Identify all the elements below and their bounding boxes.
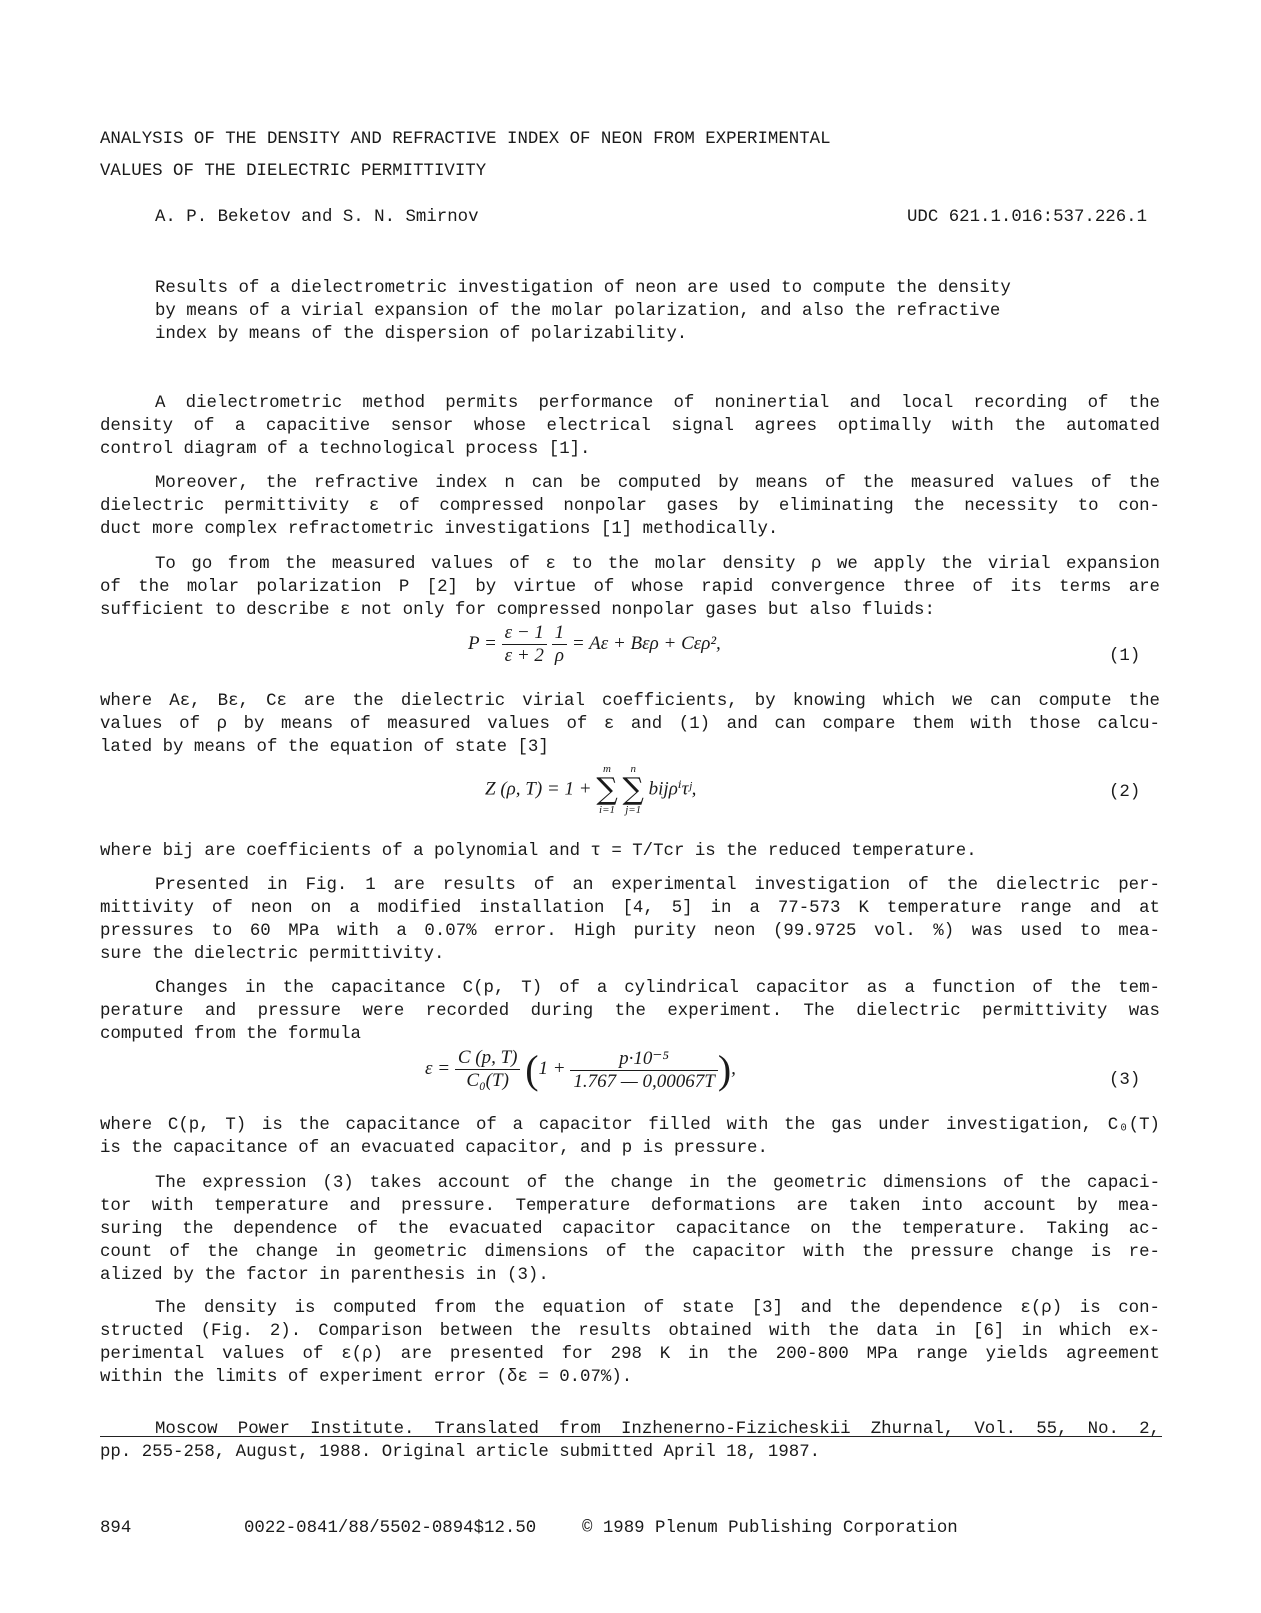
text-line: duct more complex refractometric investigations [1] methodically.: [100, 520, 779, 539]
text-line: count of the change in geometric dimensions of the capacitor with the pressure change is re-: [100, 1243, 1160, 1262]
right-paren-icon: ): [717, 1047, 732, 1092]
eq1-fraction-1: [502, 622, 547, 667]
sigma-icon: ∑: [622, 772, 644, 807]
left-paren-icon: (: [525, 1047, 539, 1092]
eq2-sum-j: [622, 764, 643, 816]
equation-3-number: (3): [1109, 1071, 1141, 1090]
equation-3: [425, 1046, 736, 1093]
text-line: lated by means of the equation of state [3]: [100, 738, 549, 757]
text-line: tor with temperature and pressure. Temperature deformations are taken into account by mea-: [100, 1197, 1160, 1216]
text-line: pressures to 60 MPa with a 0.07% error. High purity neon (99.9725 vol. %) was used to mea-: [100, 922, 1160, 941]
eq1-rhs: = Aε + Bερ + Cερ²,: [571, 632, 721, 654]
eq2-sum-i-lower: i=1: [599, 804, 616, 816]
eq3-denominator-1: C₀(T): [466, 1070, 509, 1091]
eq1-numerator-2: 1: [552, 622, 568, 645]
text-line: A dielectrometric method permits performance of noninertial and local recording of the: [155, 394, 1160, 413]
text-line: control diagram of a technological process [1].: [100, 440, 591, 459]
udc-code: UDC 621.1.016:537.226.1: [907, 208, 1148, 227]
eq3-numerator-2: p·10⁻⁵: [570, 1047, 717, 1071]
equation-2-number: (2): [1109, 783, 1141, 802]
eq1-numerator-1: ε − 1: [502, 622, 547, 645]
text-line: alized by the factor in parenthesis in (3).: [100, 1266, 549, 1285]
text-line: values of ρ by means of measured values of ε and (1) and can compare them with those calcu-: [100, 715, 1160, 734]
eq3-denominator-2: 1.767 — 0,00067T: [573, 1070, 715, 1092]
eq2-sum-j-upper: n: [630, 763, 636, 775]
equation-1-number: (1): [1109, 647, 1141, 666]
text-line: suring the dependence of the evacuated capacitor capacitance on the temperature. Taking ac-: [100, 1220, 1160, 1239]
footnote-line: Moscow Power Institute. Translated from Inzhenerno-Fizicheskii Zhurnal, Vol. 55, No. 2,: [155, 1420, 1160, 1439]
equation-2: [485, 764, 696, 816]
paragraph-10: [100, 1297, 1160, 1389]
eq1-lhs: P =: [468, 632, 497, 654]
eq2-lhs: Z (ρ, T) = 1 +: [485, 778, 592, 800]
footnote-line: pp. 255-258, August, 1988. Original article submitted April 18, 1987.: [100, 1443, 821, 1462]
text-line: within the limits of experiment error (δε = 0.07%).: [100, 1368, 633, 1387]
text-line: structed (Fig. 2). Comparison between the results obtained with the data in [6] in which ex-: [100, 1322, 1160, 1341]
article-title-line-2: VALUES OF THE DIELECTRIC PERMITTIVITY: [100, 162, 487, 181]
paragraph-8: [100, 1114, 1160, 1160]
paragraph-5: [100, 840, 1160, 863]
eq3-tail: ,: [731, 1057, 736, 1079]
eq1-denominator-1: ε + 2: [504, 645, 544, 666]
text-line: Moreover, the refractive index n can be computed by means of the measured values of the: [155, 474, 1160, 493]
abstract-line: Results of a dielectrometric investigation of neon are used to compute the density: [155, 279, 1011, 298]
text-line: The expression (3) takes account of the change in the geometric dimensions of the capaci-: [155, 1174, 1160, 1193]
text-line: where Aε, Bε, Cε are the dielectric virial coefficients, by knowing which we can compute the: [100, 692, 1160, 711]
eq3-fraction-2: [570, 1047, 717, 1093]
eq3-lhs: ε =: [425, 1057, 451, 1079]
text-line: mittivity of neon on a modified installation [4, 5] in a 77-573 K temperature range and at: [100, 899, 1160, 918]
page-number: 894: [100, 1519, 132, 1538]
text-line: is the capacitance of an evacuated capacitor, and p is pressure.: [100, 1139, 768, 1158]
text-line: The density is computed from the equation of state [3] and the dependence ε(ρ) is con-: [155, 1299, 1160, 1318]
text-line: To go from the measured values of ε to the molar density ρ we apply the virial expansion: [155, 555, 1160, 574]
abstract-line: index by means of the dispersion of polarizability.: [155, 325, 688, 344]
paragraph-6: [100, 874, 1160, 966]
paragraph-9: [100, 1172, 1160, 1287]
paragraph-1: [100, 392, 1160, 461]
eq1-denominator-2: ρ: [554, 645, 564, 666]
eq3-one-plus: 1 +: [538, 1057, 566, 1079]
eq3-fraction-1: [455, 1047, 521, 1092]
text-line: where C(p, T) is the capacitance of a capacitor filled with the gas under investigation, C₀(T): [100, 1116, 1160, 1135]
eq3-numerator-1: C (p, T): [455, 1047, 521, 1070]
text-line: Presented in Fig. 1 are results of an experimental investigation of the dielectric per-: [155, 876, 1160, 895]
paragraph-4: [100, 690, 1160, 759]
eq2-term: bijρⁱτʲ,: [648, 778, 697, 800]
text-line: density of a capacitive sensor whose electrical signal agrees optimally with the automated: [100, 417, 1160, 436]
paragraph-2: [100, 472, 1160, 541]
publication-code: 0022-0841/88/5502-0894$12.50: [244, 1519, 537, 1538]
paragraph-7: [100, 977, 1160, 1046]
text-line: Changes in the capacitance C(p, T) of a cylindrical capacitor as a function of the tem-: [155, 979, 1160, 998]
paragraph-3: [100, 553, 1160, 622]
text-line: dielectric permittivity ε of compressed nonpolar gases by eliminating the necessity to con-: [100, 497, 1160, 516]
eq2-sum-i: [596, 764, 617, 816]
equation-1: [468, 622, 721, 667]
text-line: sure the dielectric permittivity.: [100, 945, 445, 964]
text-line: perature and pressure were recorded during the experiment. The dielectric permittivity was: [100, 1002, 1160, 1021]
article-title-line-1: ANALYSIS OF THE DENSITY AND REFRACTIVE INDEX OF NEON FROM EXPERIMENTAL: [100, 130, 831, 149]
eq2-sum-i-upper: m: [603, 763, 611, 775]
authors: A. P. Beketov and S. N. Smirnov: [155, 208, 479, 227]
sigma-icon: ∑: [596, 772, 618, 807]
eq1-fraction-2: [552, 622, 568, 667]
text-line: computed from the formula: [100, 1025, 361, 1044]
text-line: where bij are coefficients of a polynomial and τ = T/Tcr is the reduced temperature.: [100, 842, 977, 861]
eq2-sum-j-lower: j=1: [625, 804, 642, 816]
text-line: perimental values of ε(ρ) are presented for 298 K in the 200-800 MPa range yields agreement: [100, 1345, 1160, 1364]
text-line: of the molar polarization P [2] by virtue of whose rapid convergence three of its terms are: [100, 578, 1160, 597]
footnote: [100, 1418, 1160, 1464]
abstract-line: by means of a virial expansion of the molar polarization, and also the refractive: [155, 302, 1001, 321]
text-line: sufficient to describe ε not only for compressed nonpolar gases but also fluids:: [100, 601, 935, 620]
copyright-notice: © 1989 Plenum Publishing Corporation: [582, 1519, 958, 1538]
